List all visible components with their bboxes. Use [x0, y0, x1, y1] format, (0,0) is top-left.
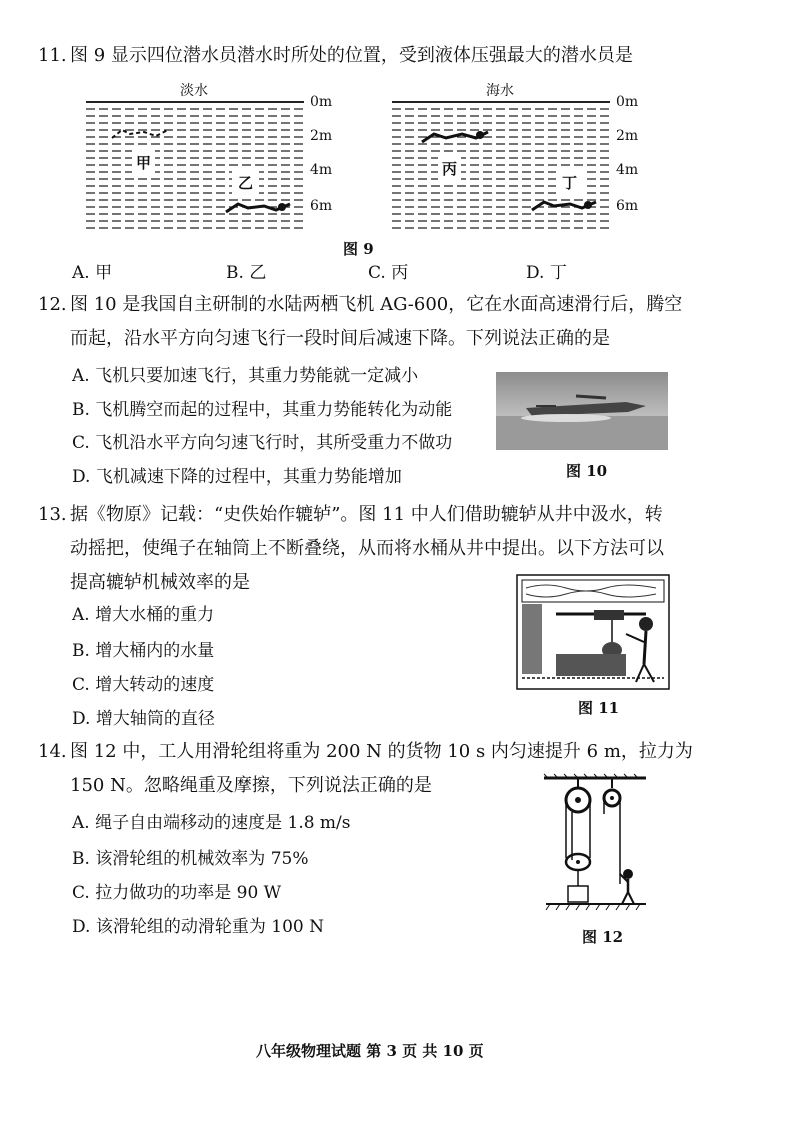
- fig9-depth-6-right: 6m: [616, 198, 639, 214]
- fig9-depth-6-left: 6m: [310, 198, 333, 214]
- fig9-diver-yi-label: 乙: [232, 170, 259, 195]
- fig9-diver-ding-icon: [530, 196, 600, 216]
- q14-option-c: C. 拉力做功的功率是 90 W: [72, 883, 282, 903]
- q13-stem-line1: 据《物原》记载：“史佚始作辘轳”。图 11 中人们借助辘轳从井中汲水，转: [70, 504, 663, 525]
- q12-number: 12.: [38, 294, 67, 315]
- fig9-depth-4-left: 4m: [310, 162, 333, 178]
- fig9-diver-ding-label: 丁: [556, 170, 583, 195]
- fig9-caption: 图 9: [343, 240, 374, 258]
- fig9-depth-0-right: 0m: [616, 94, 639, 110]
- q13-option-c: C. 增大转动的速度: [72, 675, 215, 695]
- fig9-seawater-label: 海水: [486, 83, 514, 99]
- q13-option-b: B. 增大桶内的水量: [72, 641, 215, 661]
- q13-stem-line3: 提高辘轳机械效率的是: [70, 572, 250, 593]
- fig9-diver-bing-label: 丙: [438, 156, 461, 181]
- fig12-caption: 图 12: [582, 928, 624, 946]
- q12-stem-line2: 而起，沿水平方向匀速飞行一段时间后减速下降。下列说法正确的是: [70, 328, 610, 349]
- fig9-diver-bing-icon: [420, 128, 490, 148]
- q13-number: 13.: [38, 504, 67, 525]
- q11-stem: 图 9 显示四位潜水员潜水时所处的位置，受到液体压强最大的潜水员是: [70, 45, 633, 66]
- fig9-diver-jia-label: 甲: [132, 150, 155, 175]
- q14-number: 14.: [38, 741, 67, 762]
- q13-option-d: D. 增大轴筒的直径: [72, 709, 215, 729]
- q11-option-a: A. 甲: [72, 263, 113, 283]
- fig9-diver-jia-icon: [110, 126, 170, 146]
- fig9-diver-yi-icon: [224, 198, 294, 218]
- fig9-depth-2-left: 2m: [310, 128, 333, 144]
- q11-number: 11.: [38, 45, 67, 66]
- fig9-depth-4-right: 4m: [616, 162, 639, 178]
- q14-option-a: A. 绳子自由端移动的速度是 1.8 m/s: [72, 813, 351, 833]
- q12-option-a: A. 飞机只要加速飞行，其重力势能就一定减小: [72, 366, 419, 386]
- fig9-depth-2-right: 2m: [616, 128, 639, 144]
- q11-option-d: D. 丁: [526, 263, 567, 283]
- q12-option-b: B. 飞机腾空而起的过程中，其重力势能转化为动能: [72, 400, 453, 420]
- fig10-aircraft-photo: [496, 372, 668, 450]
- fig9-depth-0-left: 0m: [310, 94, 333, 110]
- fig12-pulley-diagram: [540, 774, 650, 920]
- q14-stem-line2: 150 N。忽略绳重及摩擦，下列说法正确的是: [70, 775, 432, 796]
- page-footer: 八年级物理试题 第 3 页 共 10 页: [256, 1042, 484, 1060]
- q13-stem-line2: 动摇把，使绳子在轴筒上不断叠绕，从而将水桶从井中提出。以下方法可以: [70, 538, 664, 559]
- q14-stem-line1: 图 12 中，工人用滑轮组将重为 200 N 的货物 10 s 内匀速提升 6 m，拉力为: [70, 741, 693, 762]
- q12-option-c: C. 飞机沿水平方向匀速飞行时，其所受重力不做功: [72, 433, 453, 453]
- fig11-caption: 图 11: [578, 699, 620, 717]
- q14-option-d: D. 该滑轮组的动滑轮重为 100 N: [72, 917, 324, 937]
- q11-option-b: B. 乙: [226, 263, 267, 283]
- fig9-freshwater-label: 淡水: [180, 83, 208, 99]
- q11-option-c: C. 丙: [368, 263, 409, 283]
- fig10-caption: 图 10: [566, 462, 608, 480]
- q12-stem-line1: 图 10 是我国自主研制的水陆两栖飞机 AG-600，它在水面高速滑行后，腾空: [70, 294, 683, 315]
- q12-option-d: D. 飞机减速下降的过程中，其重力势能增加: [72, 467, 402, 487]
- q13-option-a: A. 增大水桶的重力: [72, 605, 215, 625]
- fig11-windlass-woodcut: [516, 574, 670, 690]
- q14-option-b: B. 该滑轮组的机械效率为 75%: [72, 849, 309, 869]
